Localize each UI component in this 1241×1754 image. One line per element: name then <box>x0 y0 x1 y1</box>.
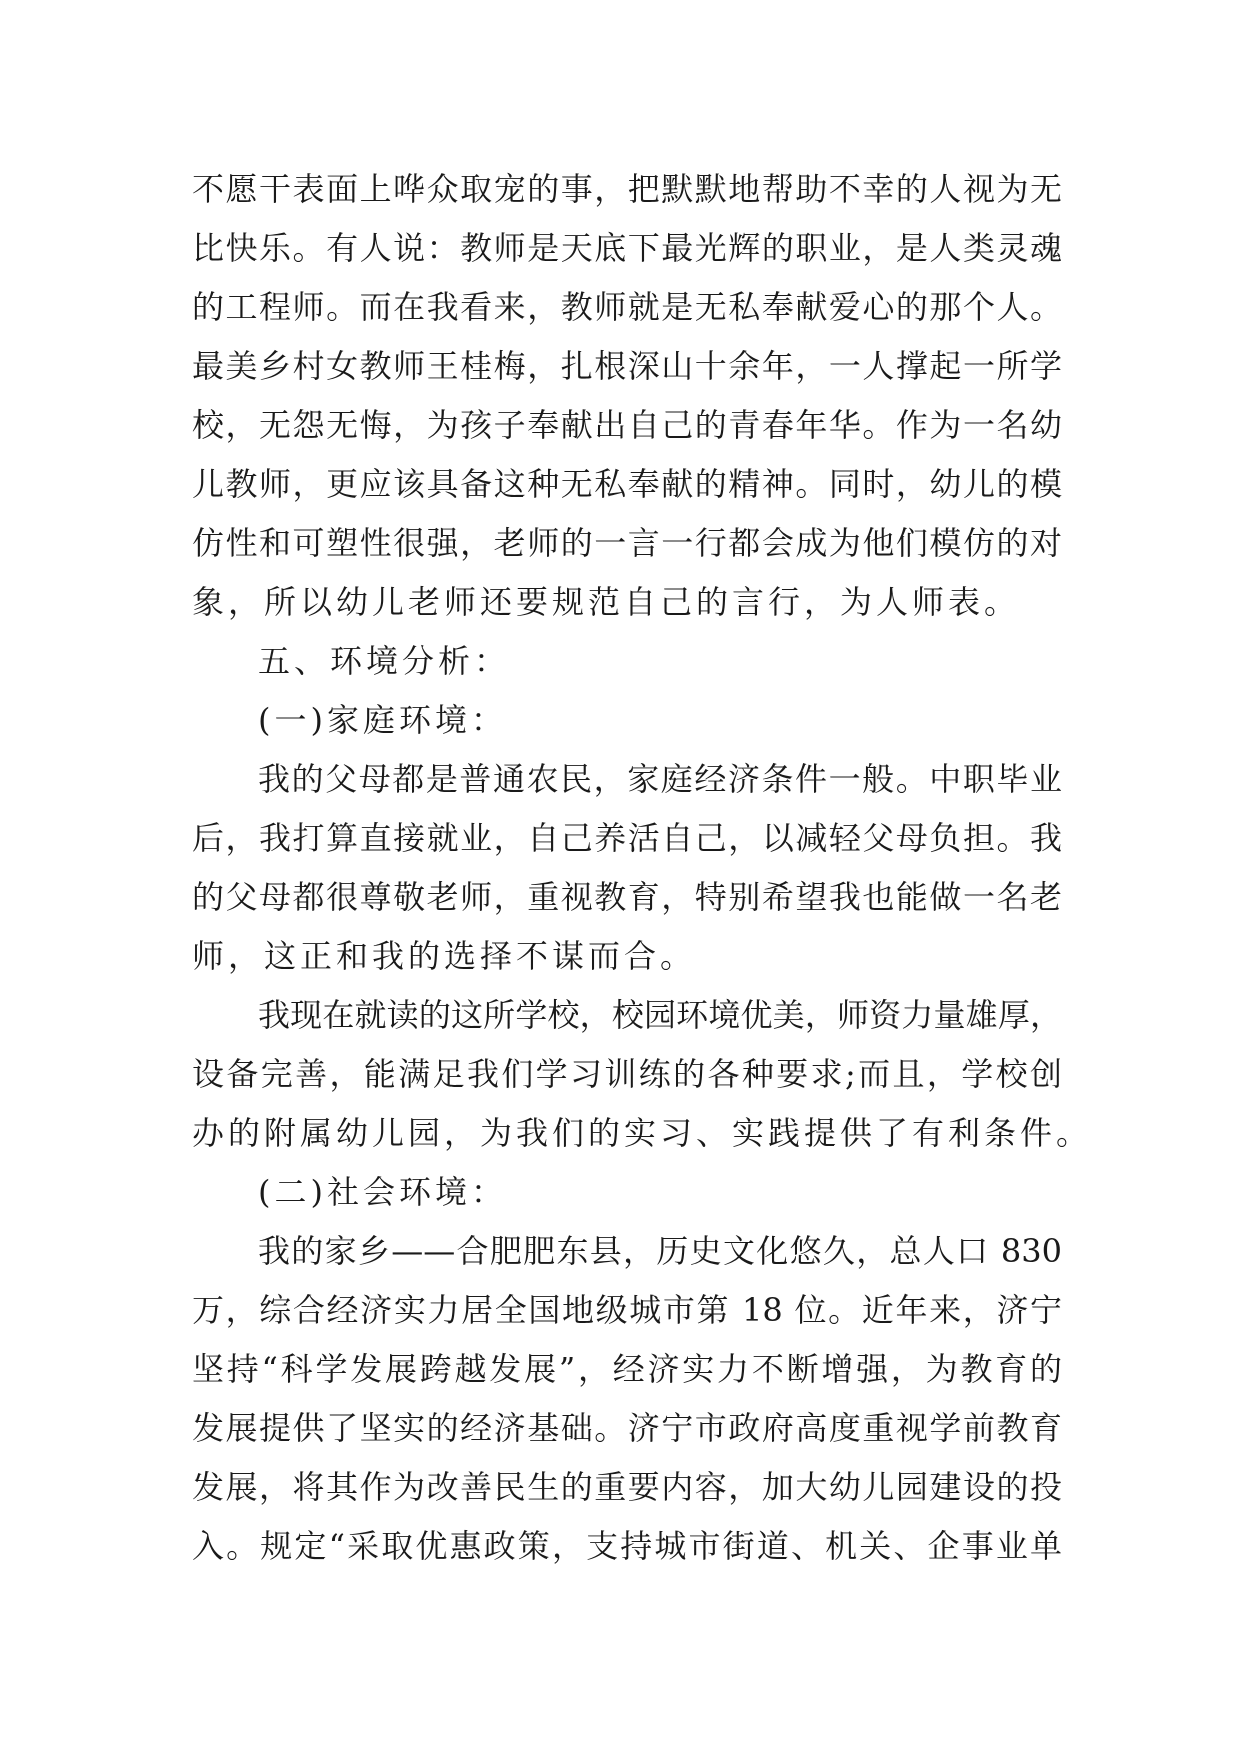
text-line: 五、环境分析： <box>258 642 511 680</box>
text-line: 校，无怨无悔，为孩子奉献出自己的青春年华。作为一名幼 <box>192 406 1062 444</box>
text-line: 儿教师，更应该具备这种无私奉献的精神。同时，幼儿的模 <box>192 465 1062 503</box>
text-line: 发展，将其作为改善民生的重要内容，加大幼儿园建设的投 <box>192 1468 1062 1506</box>
text-line: (二)社会环境： <box>258 1173 507 1211</box>
text-line: 后，我打算直接就业，自己养活自己，以减轻父母负担。我 <box>192 819 1062 857</box>
text-line: 不愿干表面上哗众取宠的事，把默默地帮助不幸的人视为无 <box>192 170 1062 208</box>
text-line: 比快乐。有人说：教师是天底下最光辉的职业，是人类灵魂 <box>192 229 1062 267</box>
text-line: 设备完善，能满足我们学习训练的各种要求;而且，学校创 <box>192 1055 1062 1093</box>
text-line: 的父母都很尊敬老师，重视教育，特别希望我也能做一名老 <box>192 878 1062 916</box>
text-line: 万，综合经济实力居全国地级城市第 18 位。近年来，济宁 <box>192 1291 1062 1329</box>
text-line: 办的附属幼儿园，为我们的实习、实践提供了有利条件。 <box>192 1114 1093 1152</box>
text-line: 坚持“科学发展跨越发展”，经济实力不断增强，为教育的 <box>192 1350 1062 1388</box>
text-line: 象，所以幼儿老师还要规范自己的言行，为人师表。 <box>192 583 1021 621</box>
text-line: 发展提供了坚实的经济基础。济宁市政府高度重视学前教育 <box>192 1409 1062 1447</box>
text-line: 最美乡村女教师王桂梅，扎根深山十余年，一人撑起一所学 <box>192 347 1062 385</box>
text-line: 师，这正和我的选择不谋而合。 <box>192 937 697 975</box>
text-line: 仿性和可塑性很强，老师的一言一行都会成为他们模仿的对 <box>192 524 1062 562</box>
text-line: (一)家庭环境： <box>258 701 507 739</box>
text-line: 我的父母都是普通农民，家庭经济条件一般。中职毕业 <box>258 760 1062 798</box>
text-line: 我的家乡——合肥肥东县，历史文化悠久，总人口 830 <box>258 1232 1062 1270</box>
text-line: 我现在就读的这所学校，校园环境优美，师资力量雄厚， <box>258 996 1062 1034</box>
document-body <box>192 160 1093 1576</box>
text-line: 的工程师。而在我看来，教师就是无私奉献爱心的那个人。 <box>192 288 1062 326</box>
text-line: 入。规定“采取优惠政策，支持城市街道、机关、企事业单 <box>192 1527 1062 1565</box>
